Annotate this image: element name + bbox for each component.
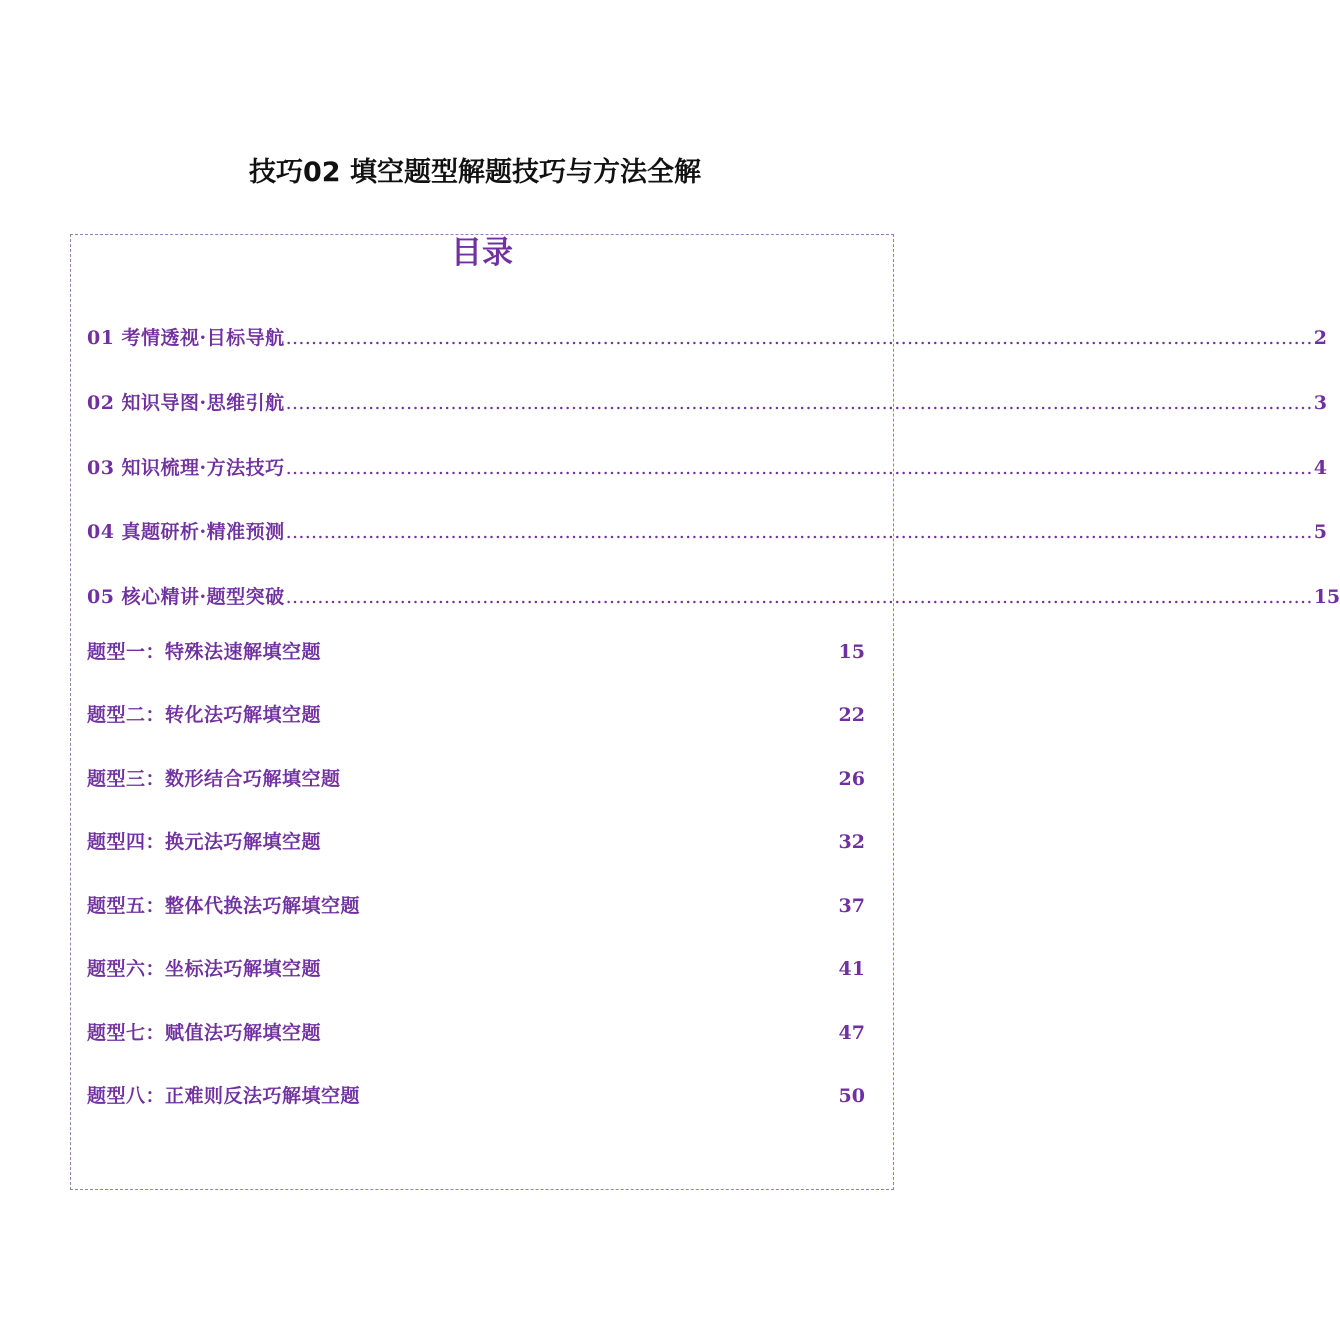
toc-subentry-8[interactable] <box>87 1081 865 1107</box>
toc-entry-04[interactable] <box>87 517 1327 543</box>
toc-entry-page: 15 <box>838 641 865 663</box>
toc-entry-label: 01 考情透视·目标导航 <box>87 327 285 349</box>
toc-entry-page: 26 <box>838 768 865 790</box>
toc-entry-label: 04 真题研析·精准预测 <box>87 521 285 543</box>
dot-leader: .................................................................................................................................................................. <box>285 586 1313 608</box>
toc-entry-01[interactable] <box>87 323 1327 349</box>
dot-leader: .................................................................................................................................................................. <box>285 521 1313 543</box>
toc-subentry-4[interactable] <box>87 827 865 853</box>
toc-entry-label: 题型三：数形结合巧解填空题 <box>87 768 341 790</box>
toc-subentry-2[interactable] <box>87 700 865 726</box>
toc-entry-page: 37 <box>838 895 865 917</box>
toc-entry-page: 22 <box>838 704 865 726</box>
toc-entry-page: 41 <box>838 958 865 980</box>
toc-entry-label: 题型七：赋值法巧解填空题 <box>87 1022 322 1044</box>
dot-leader: .................................................................................................................................................................. <box>285 392 1313 414</box>
toc-entry-page: 50 <box>838 1085 865 1107</box>
toc-entry-page: 3 <box>1313 392 1327 414</box>
toc-entry-label: 题型二：转化法巧解填空题 <box>87 704 322 726</box>
toc-subentry-6[interactable] <box>87 954 865 980</box>
toc-entry-label: 05 核心精讲·题型突破 <box>87 586 285 608</box>
toc-entry-02[interactable] <box>87 388 1327 414</box>
toc-entry-page: 5 <box>1313 521 1327 543</box>
toc-entry-page: 2 <box>1313 327 1327 349</box>
toc-entry-page: 47 <box>838 1022 865 1044</box>
toc-entry-label: 题型四：换元法巧解填空题 <box>87 831 322 853</box>
toc-subentry-3[interactable] <box>87 764 865 790</box>
toc-heading: 目录 <box>451 235 513 271</box>
toc-entry-label: 02 知识导图·思维引航 <box>87 392 285 414</box>
toc-subentry-7[interactable] <box>87 1018 865 1044</box>
toc-entry-03[interactable] <box>87 453 1327 479</box>
dot-leader: .................................................................................................................................................................. <box>285 327 1313 349</box>
toc-entry-label: 题型五：整体代换法巧解填空题 <box>87 895 361 917</box>
toc-entry-label: 03 知识梳理·方法技巧 <box>87 457 285 479</box>
toc-subentry-1[interactable] <box>87 637 865 663</box>
toc-entry-page: 15 <box>1313 586 1340 608</box>
toc-entry-page: 32 <box>838 831 865 853</box>
table-of-contents <box>70 234 1340 1190</box>
toc-entry-label: 题型八：正难则反法巧解填空题 <box>87 1085 361 1107</box>
toc-entry-05[interactable] <box>87 582 1340 608</box>
toc-subentry-5[interactable] <box>87 891 865 917</box>
toc-entry-label: 题型六：坐标法巧解填空题 <box>87 958 322 980</box>
toc-entry-page: 4 <box>1313 457 1327 479</box>
document-title: 技巧02 填空题型解题技巧与方法全解 <box>249 157 701 188</box>
dot-leader: .................................................................................................................................................................. <box>285 457 1313 479</box>
toc-entry-label: 题型一：特殊法速解填空题 <box>87 641 322 663</box>
